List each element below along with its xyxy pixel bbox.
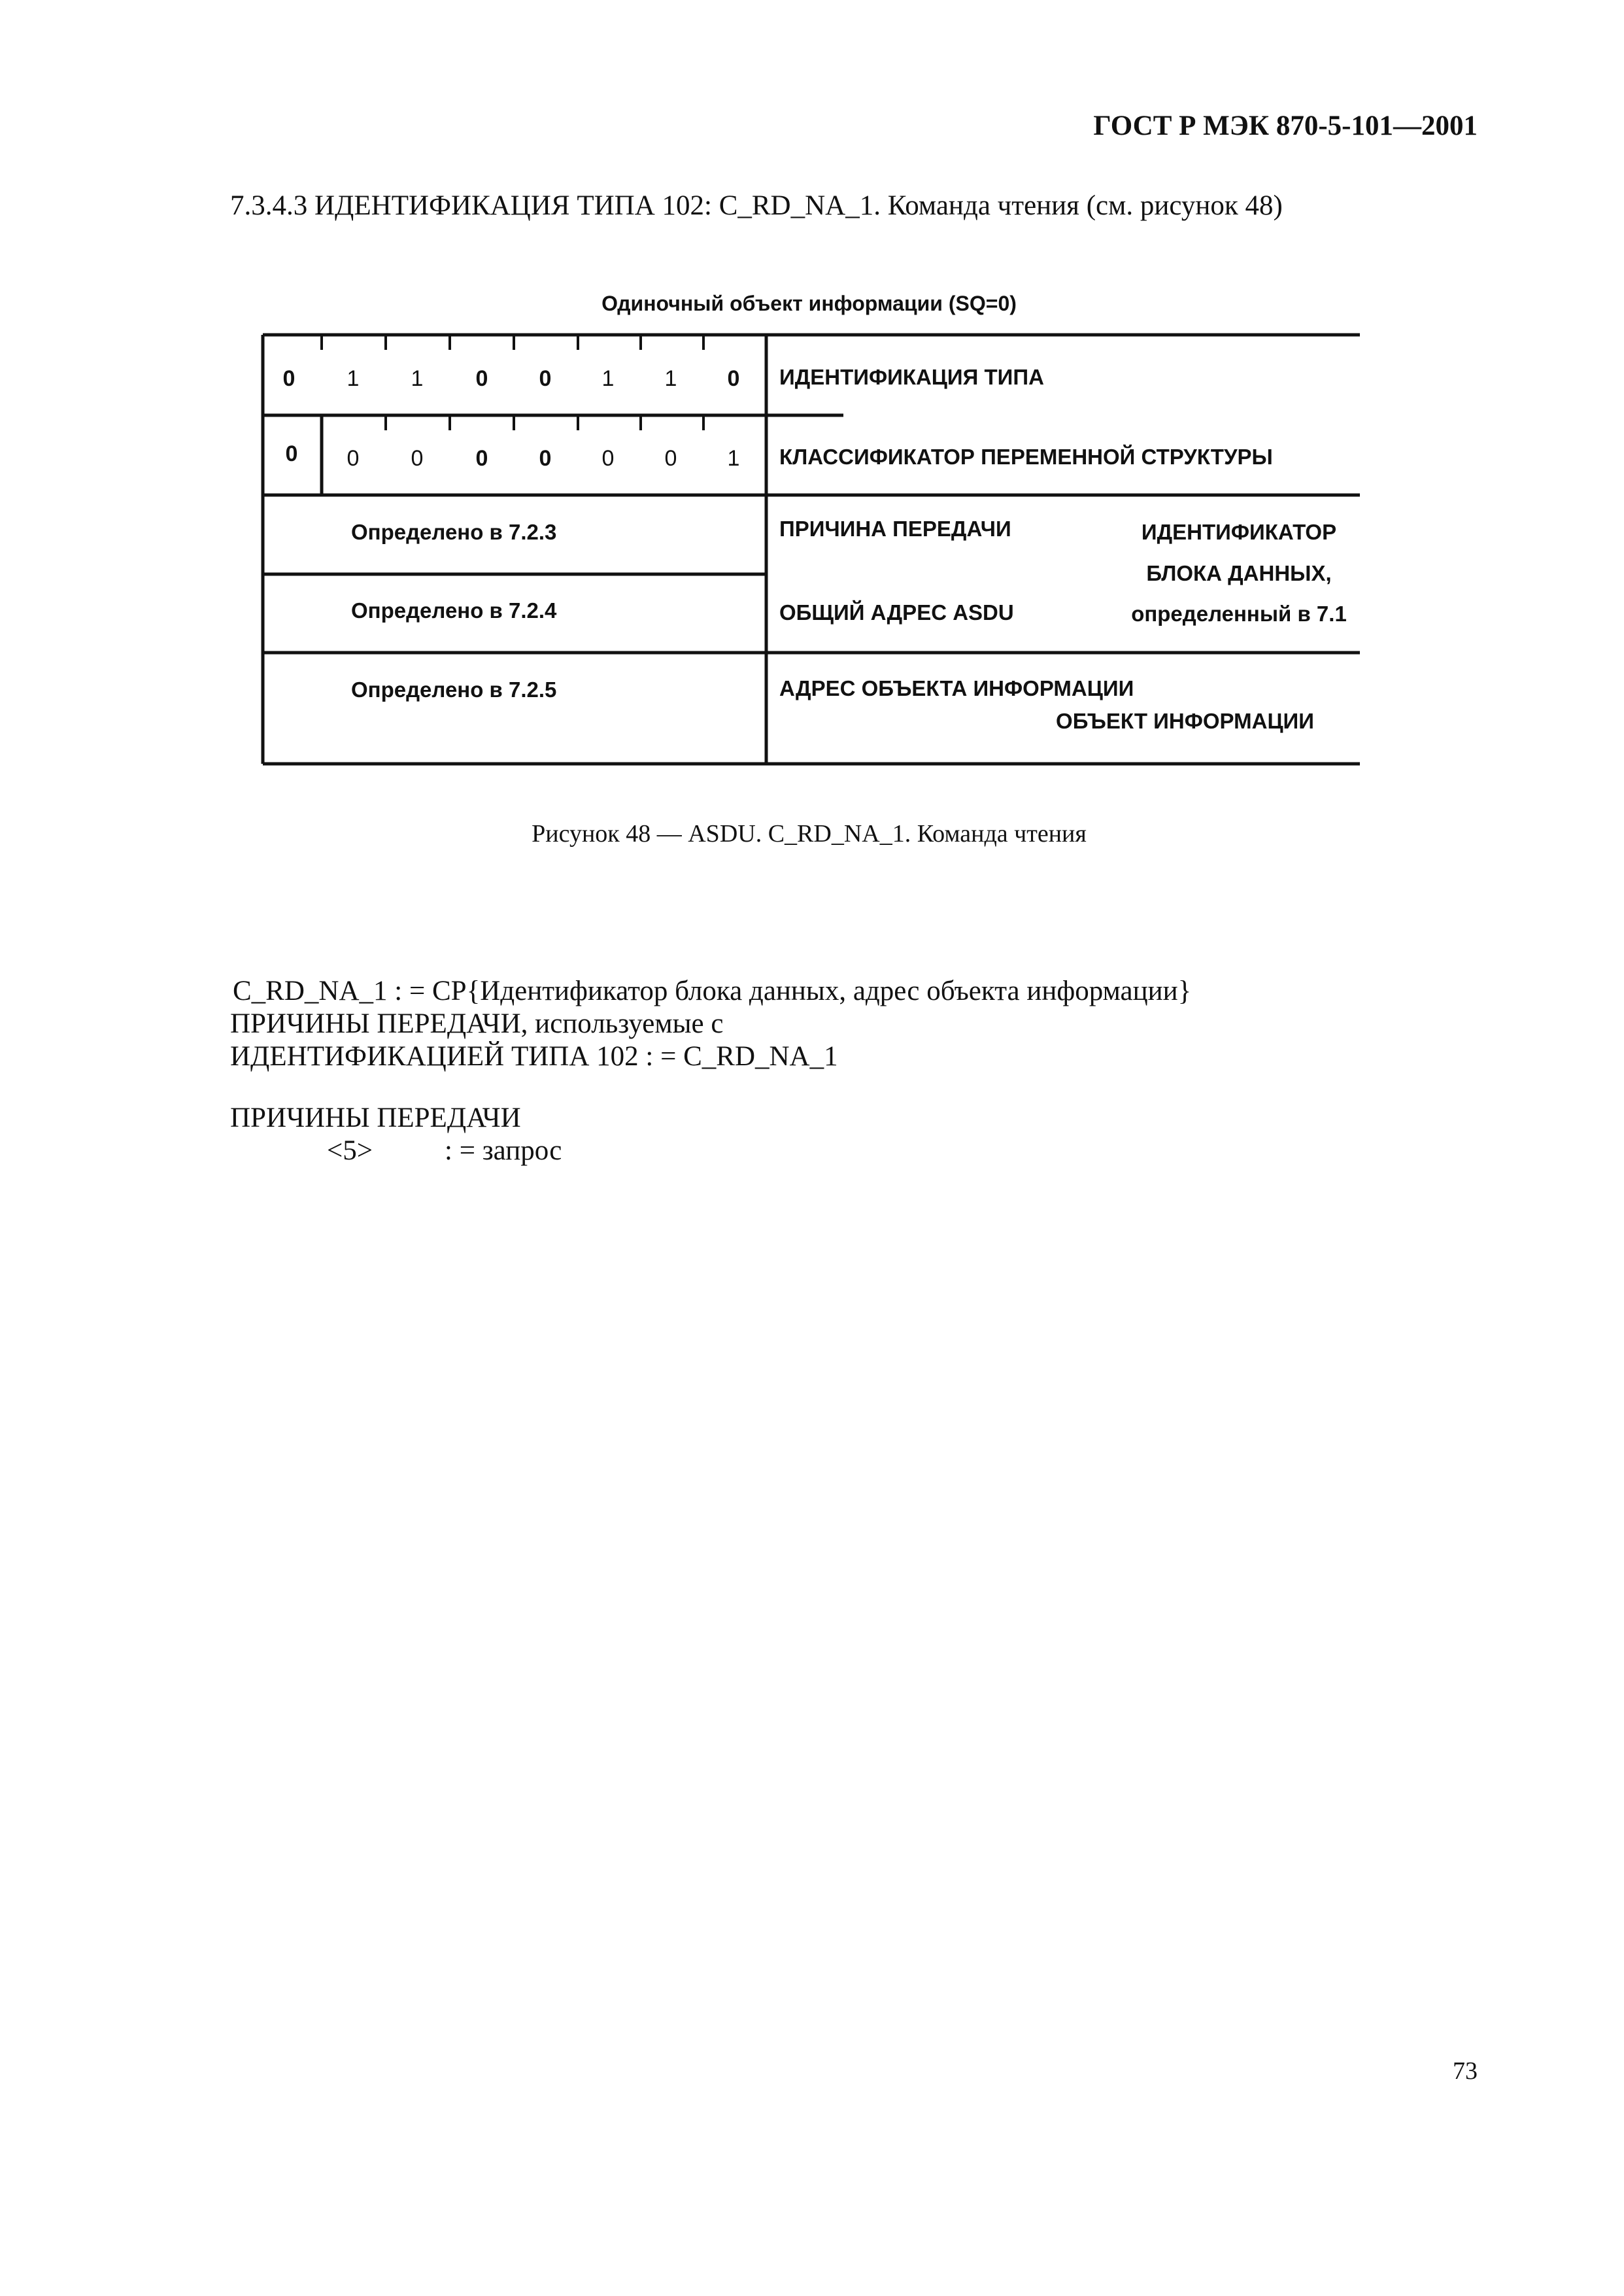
- vsq-bit: 0: [475, 446, 488, 471]
- type-id-bit: 0: [539, 366, 552, 391]
- cause-code: <5>: [327, 1135, 373, 1166]
- cot-defined-text: Определено в 7.2.3: [351, 520, 557, 544]
- data-unit-id-line: определенный в 7.1: [1131, 602, 1347, 626]
- asdu-address-defined-text: Определено в 7.2.4: [351, 598, 557, 623]
- info-object-label: ОБЪЕКТ ИНФОРМАЦИИ: [1056, 709, 1314, 733]
- vsq-bit: 1: [727, 446, 740, 471]
- type-id-bit: 0: [475, 366, 488, 391]
- type-id-bit: 1: [601, 366, 615, 391]
- definition-line: C_RD_NA_1 : = CP{Идентификатор блока данных, адрес объекта информации}: [233, 976, 1192, 1006]
- figure-title: Одиночный объект информации (SQ=0): [601, 292, 1017, 315]
- vsq-bit: 0: [411, 446, 424, 471]
- type-id-label: ИДЕНТИФИКАЦИЯ ТИПА: [779, 365, 1044, 389]
- section-title: 7.3.4.3 ИДЕНТИФИКАЦИЯ ТИПА 102: C_RD_NA_1. Команда чтения (см. рисунок 48): [230, 190, 1283, 221]
- type-id-bit: 0: [727, 366, 740, 391]
- vsq-bit: 0: [285, 441, 298, 466]
- ioa-label: АДРЕС ОБЪЕКТА ИНФОРМАЦИИ: [779, 676, 1134, 700]
- type-id-bit: 1: [411, 366, 424, 391]
- vsq-bit: 0: [347, 446, 360, 471]
- type-id-bit: 0: [282, 366, 296, 391]
- cot-usage-line: ПРИЧИНЫ ПЕРЕДАЧИ, используемые с: [230, 1008, 724, 1039]
- vsq-bit: 0: [664, 446, 677, 471]
- asdu-address-label: ОБЩИЙ АДРЕС ASDU: [779, 600, 1014, 625]
- page-number: 73: [1453, 2057, 1478, 2085]
- cot-label: ПРИЧИНА ПЕРЕДАЧИ: [779, 517, 1011, 541]
- document-header: ГОСТ Р МЭК 870-5-101—2001: [1093, 111, 1478, 141]
- ioa-defined-text: Определено в 7.2.5: [351, 677, 557, 702]
- cot-heading: ПРИЧИНЫ ПЕРЕДАЧИ: [230, 1103, 521, 1133]
- type-id-assignment-line: ИДЕНТИФИКАЦИЕЙ ТИПА 102 : = C_RD_NA_1: [230, 1041, 838, 1072]
- figure-caption: Рисунок 48 — ASDU. C_RD_NA_1. Команда чтения: [532, 820, 1087, 848]
- type-id-bit: 1: [347, 366, 360, 391]
- vsq-bit: 0: [601, 446, 615, 471]
- vsq-label: КЛАССИФИКАТОР ПЕРЕМЕННОЙ СТРУКТУРЫ: [779, 445, 1273, 469]
- vsq-bit: 0: [539, 446, 552, 471]
- data-unit-id-line: ИДЕНТИФИКАТОР: [1141, 520, 1337, 544]
- data-unit-id-line: БЛОКА ДАННЫХ,: [1146, 561, 1332, 585]
- cause-value: : = запрос: [445, 1135, 562, 1166]
- asdu-structure-diagram: [0, 0, 1624, 824]
- type-id-bit: 1: [664, 366, 677, 391]
